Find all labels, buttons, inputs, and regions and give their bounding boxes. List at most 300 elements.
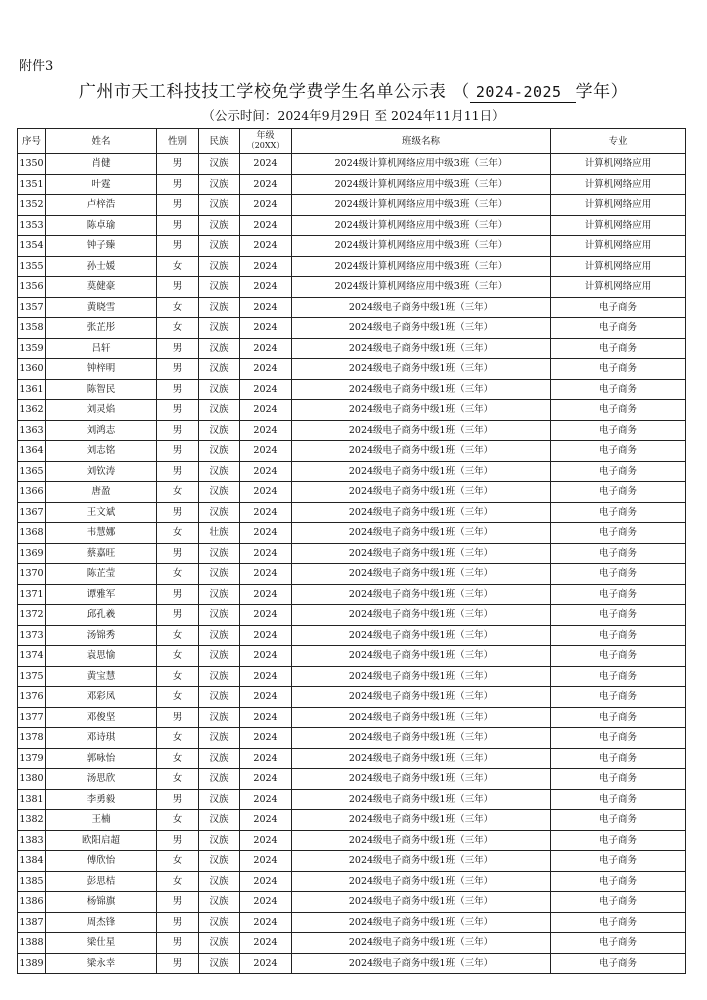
- header-major: 专业: [551, 129, 686, 154]
- cell-grade: 2024: [240, 933, 292, 954]
- cell-grade: 2024: [240, 810, 292, 831]
- cell-ethnicity: 汉族: [199, 195, 240, 216]
- cell-major: 电子商务: [551, 441, 686, 462]
- cell-ethnicity: 汉族: [199, 174, 240, 195]
- cell-sex: 男: [157, 195, 199, 216]
- cell-major: 电子商务: [551, 625, 686, 646]
- cell-sex: 男: [157, 605, 199, 626]
- cell-sex: 男: [157, 400, 199, 421]
- cell-ethnicity: 汉族: [199, 584, 240, 605]
- cell-sex: 男: [157, 215, 199, 236]
- header-grade-label: 年级: [256, 131, 275, 141]
- cell-major: 计算机网络应用: [551, 256, 686, 277]
- cell-sex: 男: [157, 789, 199, 810]
- cell-no: 1376: [18, 687, 46, 708]
- cell-class: 2024级电子商务中级1班（三年）: [292, 400, 551, 421]
- cell-no: 1354: [18, 236, 46, 257]
- cell-ethnicity: 汉族: [199, 933, 240, 954]
- cell-sex: 男: [157, 912, 199, 933]
- cell-no: 1373: [18, 625, 46, 646]
- cell-sex: 女: [157, 297, 199, 318]
- cell-ethnicity: 汉族: [199, 789, 240, 810]
- cell-no: 1351: [18, 174, 46, 195]
- cell-ethnicity: 汉族: [199, 830, 240, 851]
- cell-major: 计算机网络应用: [551, 195, 686, 216]
- cell-class: 2024级电子商务中级1班（三年）: [292, 666, 551, 687]
- cell-ethnicity: 汉族: [199, 687, 240, 708]
- cell-no: 1360: [18, 359, 46, 380]
- cell-no: 1369: [18, 543, 46, 564]
- cell-ethnicity: 汉族: [199, 892, 240, 913]
- cell-name: 蔡嘉旺: [46, 543, 157, 564]
- cell-ethnicity: 汉族: [199, 215, 240, 236]
- cell-name: 周杰锋: [46, 912, 157, 933]
- cell-sex: 男: [157, 892, 199, 913]
- cell-ethnicity: 汉族: [199, 379, 240, 400]
- cell-no: 1378: [18, 728, 46, 749]
- cell-class: 2024级电子商务中级1班（三年）: [292, 318, 551, 339]
- cell-grade: 2024: [240, 830, 292, 851]
- cell-grade: 2024: [240, 420, 292, 441]
- cell-no: 1372: [18, 605, 46, 626]
- cell-grade: 2024: [240, 379, 292, 400]
- cell-class: 2024级电子商务中级1班（三年）: [292, 338, 551, 359]
- cell-sex: 男: [157, 277, 199, 298]
- cell-ethnicity: 汉族: [199, 912, 240, 933]
- cell-name: 卢梓浩: [46, 195, 157, 216]
- table-row: [18, 564, 686, 585]
- cell-ethnicity: 汉族: [199, 441, 240, 462]
- cell-class: 2024级电子商务中级1班（三年）: [292, 461, 551, 482]
- cell-name: 汤思欣: [46, 769, 157, 790]
- cell-no: 1381: [18, 789, 46, 810]
- cell-no: 1371: [18, 584, 46, 605]
- document-title: [0, 80, 707, 104]
- cell-ethnicity: 汉族: [199, 564, 240, 585]
- cell-grade: 2024: [240, 871, 292, 892]
- cell-class: 2024级电子商务中级1班（三年）: [292, 523, 551, 544]
- cell-no: 1366: [18, 482, 46, 503]
- table-row: [18, 338, 686, 359]
- cell-no: 1355: [18, 256, 46, 277]
- cell-class: 2024级电子商务中级1班（三年）: [292, 748, 551, 769]
- cell-major: 电子商务: [551, 933, 686, 954]
- cell-sex: 女: [157, 256, 199, 277]
- cell-ethnicity: 汉族: [199, 154, 240, 175]
- cell-class: 2024级计算机网络应用中级3班（三年）: [292, 277, 551, 298]
- header-ethnicity: 民族: [199, 129, 240, 154]
- table-row: [18, 502, 686, 523]
- cell-ethnicity: 汉族: [199, 543, 240, 564]
- cell-class: 2024级计算机网络应用中级3班（三年）: [292, 256, 551, 277]
- cell-class: 2024级电子商务中级1班（三年）: [292, 502, 551, 523]
- cell-ethnicity: 汉族: [199, 605, 240, 626]
- cell-class: 2024级电子商务中级1班（三年）: [292, 420, 551, 441]
- cell-sex: 女: [157, 871, 199, 892]
- cell-no: 1379: [18, 748, 46, 769]
- cell-name: 邱孔羲: [46, 605, 157, 626]
- cell-name: 陈智民: [46, 379, 157, 400]
- cell-grade: 2024: [240, 256, 292, 277]
- table-row: [18, 728, 686, 749]
- cell-class: 2024级计算机网络应用中级3班（三年）: [292, 154, 551, 175]
- cell-grade: 2024: [240, 482, 292, 503]
- table-row: [18, 605, 686, 626]
- cell-sex: 男: [157, 420, 199, 441]
- cell-ethnicity: 汉族: [199, 666, 240, 687]
- header-no: 序号: [18, 129, 46, 154]
- cell-no: 1388: [18, 933, 46, 954]
- table-row: [18, 912, 686, 933]
- cell-ethnicity: 汉族: [199, 625, 240, 646]
- cell-major: 电子商务: [551, 359, 686, 380]
- table-row: [18, 830, 686, 851]
- cell-no: 1387: [18, 912, 46, 933]
- cell-major: 电子商务: [551, 318, 686, 339]
- cell-name: 叶霆: [46, 174, 157, 195]
- cell-class: 2024级电子商务中级1班（三年）: [292, 871, 551, 892]
- cell-sex: 女: [157, 646, 199, 667]
- cell-major: 电子商务: [551, 297, 686, 318]
- table-row: [18, 154, 686, 175]
- cell-major: 电子商务: [551, 892, 686, 913]
- cell-major: 电子商务: [551, 420, 686, 441]
- cell-name: 刘钦涛: [46, 461, 157, 482]
- cell-ethnicity: 汉族: [199, 728, 240, 749]
- cell-sex: 男: [157, 359, 199, 380]
- table-row: [18, 666, 686, 687]
- cell-sex: 男: [157, 441, 199, 462]
- cell-class: 2024级电子商务中级1班（三年）: [292, 297, 551, 318]
- cell-no: 1383: [18, 830, 46, 851]
- cell-no: 1361: [18, 379, 46, 400]
- cell-major: 电子商务: [551, 379, 686, 400]
- cell-grade: 2024: [240, 584, 292, 605]
- table-row: [18, 482, 686, 503]
- cell-class: 2024级电子商务中级1班（三年）: [292, 379, 551, 400]
- cell-sex: 男: [157, 461, 199, 482]
- table-row: [18, 810, 686, 831]
- cell-major: 计算机网络应用: [551, 174, 686, 195]
- cell-name: 汤锦秀: [46, 625, 157, 646]
- cell-no: 1365: [18, 461, 46, 482]
- cell-ethnicity: 汉族: [199, 502, 240, 523]
- cell-sex: 女: [157, 564, 199, 585]
- cell-name: 杨锦旗: [46, 892, 157, 913]
- cell-name: 韦慧娜: [46, 523, 157, 544]
- cell-no: 1352: [18, 195, 46, 216]
- cell-ethnicity: 汉族: [199, 851, 240, 872]
- cell-grade: 2024: [240, 195, 292, 216]
- header-grade-format: （20XX）: [246, 141, 285, 150]
- table-row: [18, 707, 686, 728]
- table-row: [18, 953, 686, 974]
- cell-ethnicity: 汉族: [199, 359, 240, 380]
- cell-name: 邓诗琪: [46, 728, 157, 749]
- cell-major: 电子商务: [551, 564, 686, 585]
- cell-major: 电子商务: [551, 830, 686, 851]
- cell-ethnicity: 汉族: [199, 810, 240, 831]
- table-row: [18, 523, 686, 544]
- cell-grade: 2024: [240, 461, 292, 482]
- table-row: [18, 543, 686, 564]
- cell-class: 2024级电子商务中级1班（三年）: [292, 769, 551, 790]
- table-row: [18, 441, 686, 462]
- cell-no: 1359: [18, 338, 46, 359]
- cell-ethnicity: 汉族: [199, 338, 240, 359]
- cell-name: 欧阳启超: [46, 830, 157, 851]
- cell-major: 电子商务: [551, 646, 686, 667]
- cell-major: 计算机网络应用: [551, 236, 686, 257]
- cell-name: 刘灵焰: [46, 400, 157, 421]
- cell-sex: 女: [157, 666, 199, 687]
- cell-grade: 2024: [240, 297, 292, 318]
- cell-no: 1353: [18, 215, 46, 236]
- cell-no: 1380: [18, 769, 46, 790]
- cell-ethnicity: 汉族: [199, 748, 240, 769]
- cell-ethnicity: 汉族: [199, 318, 240, 339]
- cell-major: 计算机网络应用: [551, 154, 686, 175]
- publicity-period: （公示时间：2024年9月29日 至 2024年11月11日）: [202, 108, 505, 123]
- cell-grade: 2024: [240, 564, 292, 585]
- title-prefix: 广州市天工科技技工学校免学费学生名单公示表 （: [78, 82, 470, 102]
- table-row: [18, 277, 686, 298]
- cell-class: 2024级电子商务中级1班（三年）: [292, 933, 551, 954]
- cell-no: 1386: [18, 892, 46, 913]
- cell-no: 1364: [18, 441, 46, 462]
- cell-sex: 女: [157, 728, 199, 749]
- cell-class: 2024级电子商务中级1班（三年）: [292, 564, 551, 585]
- cell-major: 电子商务: [551, 871, 686, 892]
- cell-sex: 男: [157, 707, 199, 728]
- cell-grade: 2024: [240, 748, 292, 769]
- table-row: [18, 461, 686, 482]
- cell-class: 2024级电子商务中级1班（三年）: [292, 543, 551, 564]
- cell-sex: 男: [157, 379, 199, 400]
- cell-no: 1384: [18, 851, 46, 872]
- cell-sex: 女: [157, 851, 199, 872]
- cell-class: 2024级电子商务中级1班（三年）: [292, 605, 551, 626]
- cell-class: 2024级电子商务中级1班（三年）: [292, 584, 551, 605]
- cell-no: 1350: [18, 154, 46, 175]
- table-row: [18, 215, 686, 236]
- cell-ethnicity: 汉族: [199, 646, 240, 667]
- table-row: [18, 297, 686, 318]
- table-row: [18, 256, 686, 277]
- cell-name: 莫健豪: [46, 277, 157, 298]
- table-row: [18, 892, 686, 913]
- cell-no: 1385: [18, 871, 46, 892]
- cell-name: 黄宝慧: [46, 666, 157, 687]
- cell-sex: 女: [157, 810, 199, 831]
- cell-ethnicity: 汉族: [199, 256, 240, 277]
- cell-major: 电子商务: [551, 666, 686, 687]
- cell-major: 电子商务: [551, 769, 686, 790]
- cell-grade: 2024: [240, 400, 292, 421]
- cell-major: 电子商务: [551, 912, 686, 933]
- cell-sex: 男: [157, 953, 199, 974]
- cell-class: 2024级电子商务中级1班（三年）: [292, 892, 551, 913]
- cell-name: 傅欣怡: [46, 851, 157, 872]
- cell-sex: 女: [157, 769, 199, 790]
- cell-no: 1362: [18, 400, 46, 421]
- cell-class: 2024级电子商务中级1班（三年）: [292, 646, 551, 667]
- cell-no: 1358: [18, 318, 46, 339]
- cell-name: 孙士媛: [46, 256, 157, 277]
- cell-no: 1375: [18, 666, 46, 687]
- header-grade: [240, 129, 292, 154]
- cell-sex: 男: [157, 236, 199, 257]
- table-row: [18, 646, 686, 667]
- cell-major: 电子商务: [551, 400, 686, 421]
- cell-class: 2024级电子商务中级1班（三年）: [292, 441, 551, 462]
- cell-sex: 女: [157, 523, 199, 544]
- cell-name: 袁思愉: [46, 646, 157, 667]
- cell-grade: 2024: [240, 318, 292, 339]
- cell-sex: 女: [157, 482, 199, 503]
- table-row: [18, 195, 686, 216]
- table-row: [18, 871, 686, 892]
- cell-name: 刘志铭: [46, 441, 157, 462]
- cell-major: 电子商务: [551, 543, 686, 564]
- cell-ethnicity: 汉族: [199, 482, 240, 503]
- cell-major: 电子商务: [551, 728, 686, 749]
- cell-class: 2024级电子商务中级1班（三年）: [292, 482, 551, 503]
- attachment-label: 附件3: [19, 59, 54, 74]
- cell-name: 谭雅军: [46, 584, 157, 605]
- cell-ethnicity: 汉族: [199, 769, 240, 790]
- student-roster-table: [17, 128, 686, 974]
- table-row: [18, 400, 686, 421]
- header-sex: 性别: [157, 129, 199, 154]
- cell-major: 电子商务: [551, 748, 686, 769]
- cell-name: 梁永幸: [46, 953, 157, 974]
- cell-grade: 2024: [240, 154, 292, 175]
- cell-name: 肖健: [46, 154, 157, 175]
- cell-name: 王文斌: [46, 502, 157, 523]
- cell-name: 邓彩凤: [46, 687, 157, 708]
- table-row: [18, 625, 686, 646]
- cell-no: 1363: [18, 420, 46, 441]
- cell-grade: 2024: [240, 769, 292, 790]
- cell-class: 2024级计算机网络应用中级3班（三年）: [292, 215, 551, 236]
- cell-class: 2024级电子商务中级1班（三年）: [292, 359, 551, 380]
- cell-grade: 2024: [240, 625, 292, 646]
- cell-major: 电子商务: [551, 789, 686, 810]
- cell-class: 2024级电子商务中级1班（三年）: [292, 953, 551, 974]
- cell-name: 邓俊坚: [46, 707, 157, 728]
- cell-major: 电子商务: [551, 523, 686, 544]
- title-suffix: 学年）: [575, 82, 629, 102]
- cell-ethnicity: 汉族: [199, 420, 240, 441]
- cell-no: 1382: [18, 810, 46, 831]
- table-row: [18, 236, 686, 257]
- cell-sex: 男: [157, 338, 199, 359]
- cell-sex: 女: [157, 318, 199, 339]
- cell-major: 电子商务: [551, 810, 686, 831]
- cell-name: 王楠: [46, 810, 157, 831]
- cell-class: 2024级电子商务中级1班（三年）: [292, 830, 551, 851]
- cell-grade: 2024: [240, 912, 292, 933]
- table-row: [18, 851, 686, 872]
- cell-no: 1389: [18, 953, 46, 974]
- cell-grade: 2024: [240, 236, 292, 257]
- table-row: [18, 359, 686, 380]
- cell-class: 2024级计算机网络应用中级3班（三年）: [292, 195, 551, 216]
- cell-major: 电子商务: [551, 953, 686, 974]
- cell-class: 2024级电子商务中级1班（三年）: [292, 912, 551, 933]
- header-name: 姓名: [46, 129, 157, 154]
- cell-name: 陈卓瑜: [46, 215, 157, 236]
- table-row: [18, 748, 686, 769]
- cell-grade: 2024: [240, 646, 292, 667]
- cell-ethnicity: 汉族: [199, 277, 240, 298]
- cell-grade: 2024: [240, 502, 292, 523]
- cell-no: 1374: [18, 646, 46, 667]
- header-class: 班级名称: [292, 129, 551, 154]
- cell-grade: 2024: [240, 789, 292, 810]
- cell-name: 李勇毅: [46, 789, 157, 810]
- cell-class: 2024级电子商务中级1班（三年）: [292, 851, 551, 872]
- cell-class: 2024级电子商务中级1班（三年）: [292, 687, 551, 708]
- cell-major: 电子商务: [551, 851, 686, 872]
- cell-ethnicity: 汉族: [199, 297, 240, 318]
- cell-ethnicity: 汉族: [199, 236, 240, 257]
- table-row: [18, 174, 686, 195]
- table-row: [18, 789, 686, 810]
- cell-grade: 2024: [240, 666, 292, 687]
- cell-name: 黄晓雪: [46, 297, 157, 318]
- cell-ethnicity: 汉族: [199, 953, 240, 974]
- cell-grade: 2024: [240, 523, 292, 544]
- cell-major: 电子商务: [551, 687, 686, 708]
- cell-name: 钟梓明: [46, 359, 157, 380]
- cell-major: 计算机网络应用: [551, 277, 686, 298]
- cell-major: 电子商务: [551, 338, 686, 359]
- cell-major: 电子商务: [551, 482, 686, 503]
- cell-ethnicity: 汉族: [199, 400, 240, 421]
- cell-grade: 2024: [240, 338, 292, 359]
- cell-no: 1368: [18, 523, 46, 544]
- roster-body: [18, 154, 686, 974]
- table-row: [18, 420, 686, 441]
- table-row: [18, 769, 686, 790]
- cell-major: 电子商务: [551, 707, 686, 728]
- cell-ethnicity: 汉族: [199, 707, 240, 728]
- cell-no: 1370: [18, 564, 46, 585]
- cell-ethnicity: 汉族: [199, 461, 240, 482]
- cell-grade: 2024: [240, 851, 292, 872]
- cell-name: 彭思桔: [46, 871, 157, 892]
- cell-sex: 女: [157, 625, 199, 646]
- table-row: [18, 933, 686, 954]
- cell-no: 1357: [18, 297, 46, 318]
- cell-major: 计算机网络应用: [551, 215, 686, 236]
- cell-major: 电子商务: [551, 502, 686, 523]
- cell-grade: 2024: [240, 174, 292, 195]
- cell-sex: 女: [157, 687, 199, 708]
- cell-class: 2024级电子商务中级1班（三年）: [292, 789, 551, 810]
- cell-sex: 男: [157, 584, 199, 605]
- cell-class: 2024级电子商务中级1班（三年）: [292, 810, 551, 831]
- cell-grade: 2024: [240, 605, 292, 626]
- cell-class: 2024级计算机网络应用中级3班（三年）: [292, 236, 551, 257]
- cell-class: 2024级电子商务中级1班（三年）: [292, 728, 551, 749]
- cell-class: 2024级电子商务中级1班（三年）: [292, 707, 551, 728]
- cell-ethnicity: 壮族: [199, 523, 240, 544]
- cell-name: 唐盈: [46, 482, 157, 503]
- cell-major: 电子商务: [551, 584, 686, 605]
